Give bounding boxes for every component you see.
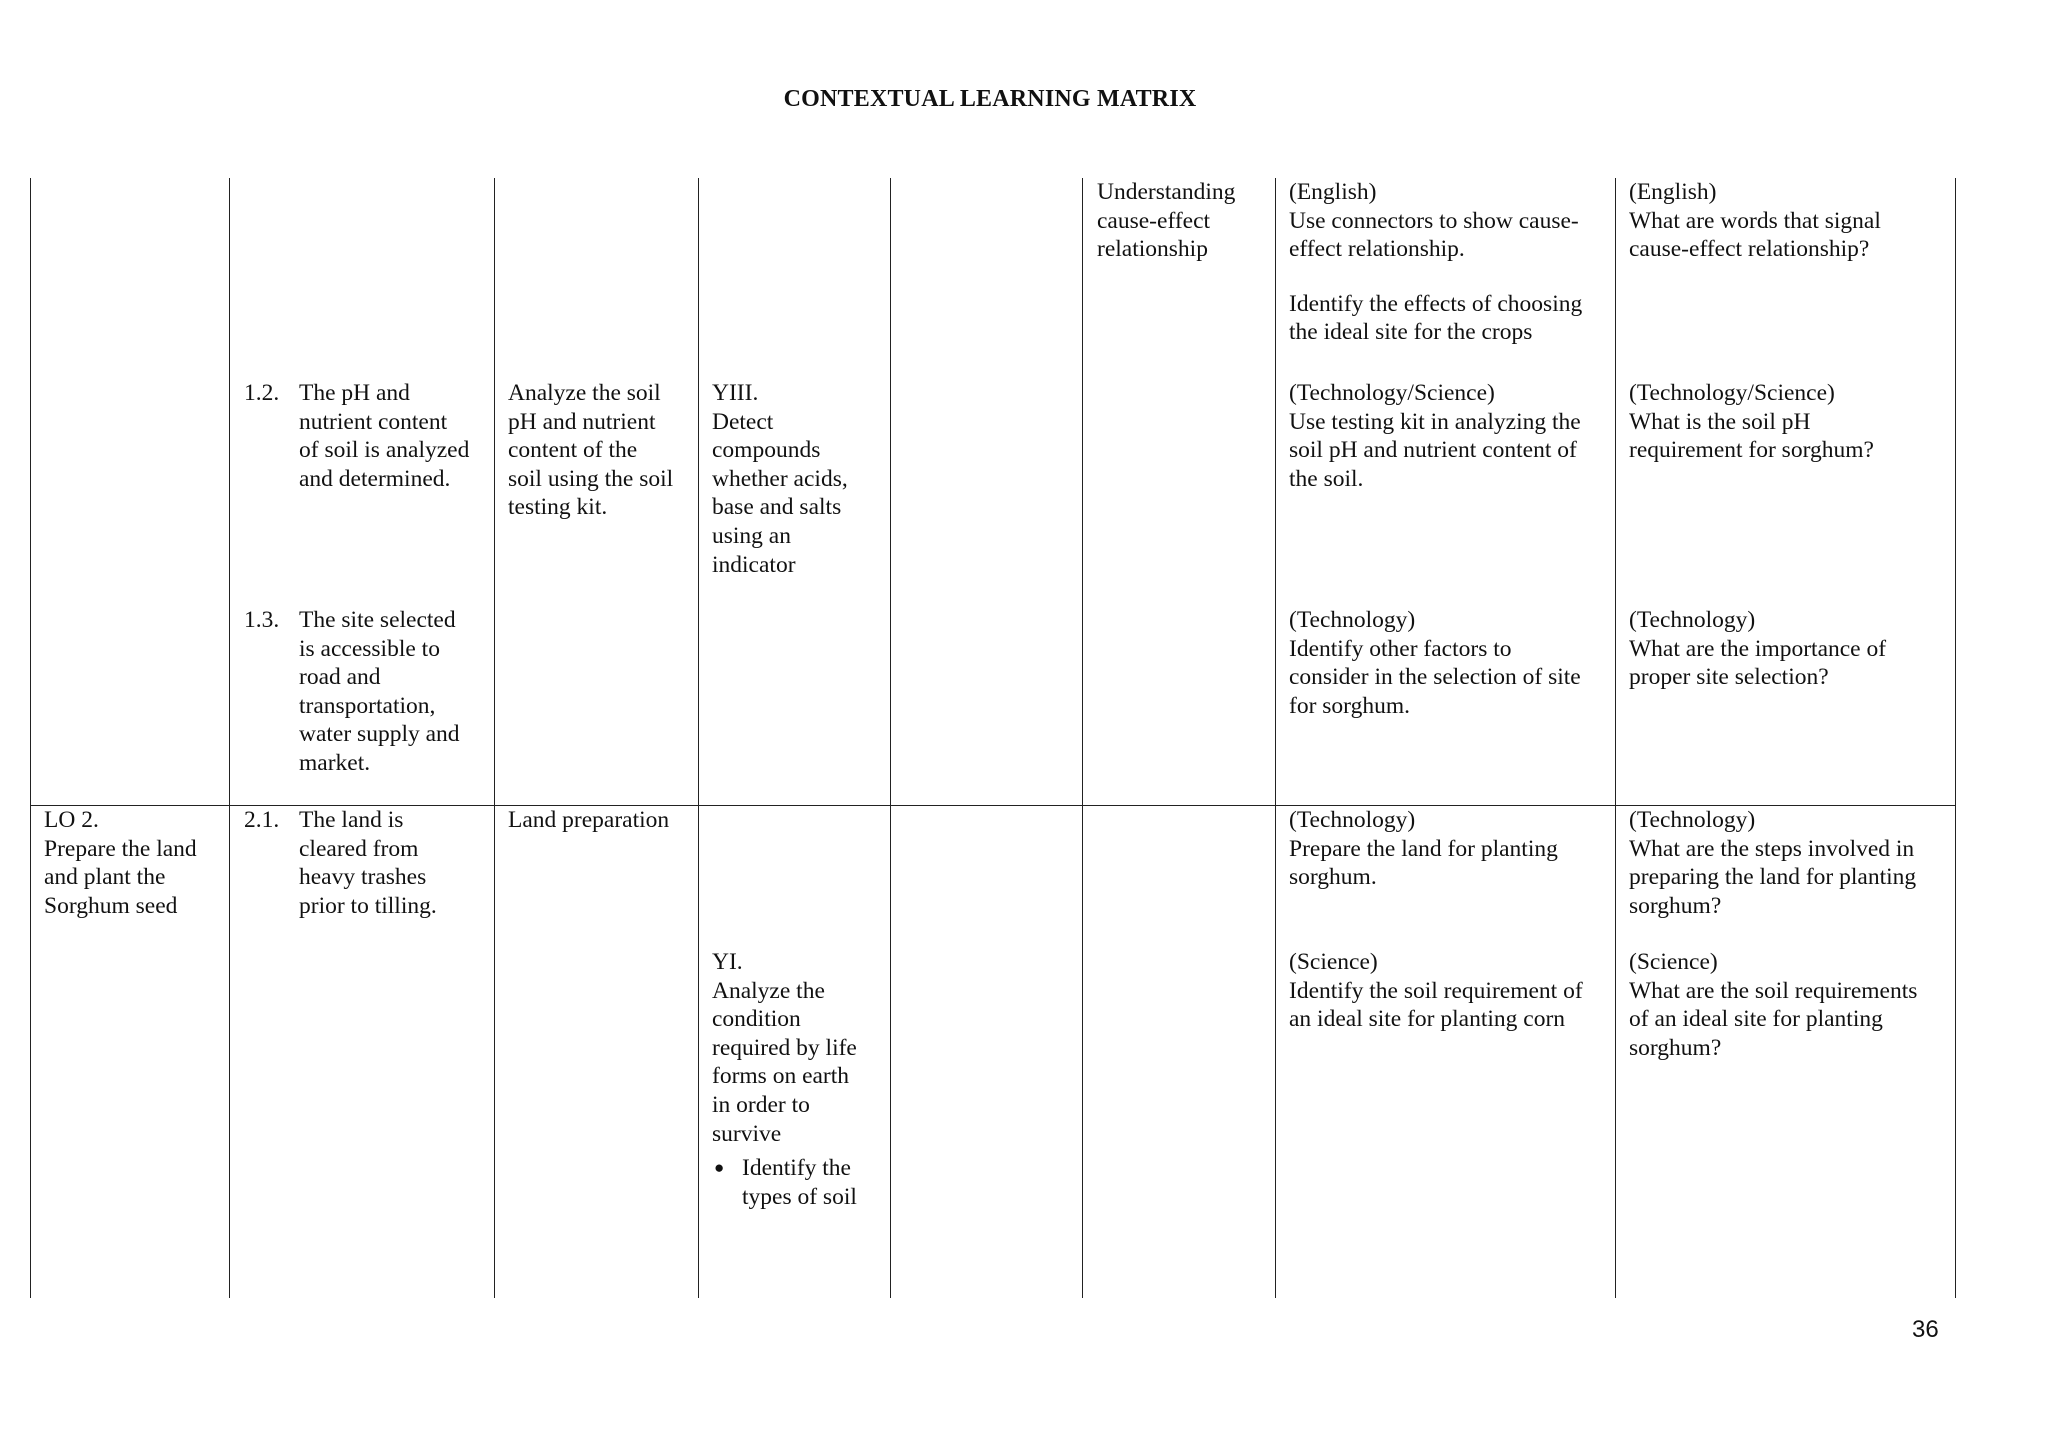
cell-text-line: YIII. bbox=[712, 380, 759, 406]
cell-text-line: proper site selection? bbox=[1629, 664, 1829, 691]
cell-text-line: in order to bbox=[712, 1091, 810, 1118]
column-rule bbox=[698, 178, 699, 1298]
cell-text-line: consider in the selection of site bbox=[1289, 664, 1581, 691]
cell-text-line: soil using the soil bbox=[508, 465, 674, 492]
column-rule bbox=[1082, 178, 1083, 1298]
cell-r4-activity bbox=[1289, 948, 1609, 1034]
criteria-number: 1.2. bbox=[244, 380, 280, 406]
cell-r4-question bbox=[1629, 948, 1949, 1062]
cell-r2-criteria bbox=[244, 606, 488, 778]
column-rule bbox=[30, 178, 31, 1298]
criteria-number: 2.1. bbox=[244, 807, 280, 833]
cell-r3-question bbox=[1629, 806, 1949, 920]
cell-r0-competency bbox=[1097, 178, 1267, 264]
bullet-item bbox=[712, 1154, 887, 1211]
cell-r0-question bbox=[1629, 178, 1949, 264]
column-rule bbox=[1275, 178, 1276, 1298]
cell-text-line: YI. bbox=[712, 949, 743, 975]
cell-text-line: Identify the bbox=[742, 1155, 851, 1182]
cell-text-line: condition bbox=[712, 1006, 801, 1033]
cell-text-line: preparing the land for planting bbox=[1629, 864, 1917, 891]
cell-r3-content bbox=[508, 806, 696, 835]
cell-text-line: sorghum. bbox=[1289, 864, 1377, 891]
cell-r2-question bbox=[1629, 606, 1949, 692]
cell-text-line: Identify other factors to bbox=[1289, 635, 1512, 662]
cell-text-line: Analyze the bbox=[712, 977, 825, 1004]
cell-text-line: an ideal site for planting corn bbox=[1289, 1006, 1566, 1033]
cell-text-line: The site selected bbox=[299, 607, 456, 633]
bullet-icon: ● bbox=[714, 1158, 725, 1178]
page-title: CONTEXTUAL LEARNING MATRIX bbox=[783, 86, 1197, 112]
cell-text-line: (Technology) bbox=[1289, 607, 1416, 633]
cell-text-line: prior to tilling. bbox=[299, 892, 437, 919]
cell-text-line: Identify the soil requirement of bbox=[1289, 977, 1583, 1004]
cell-text-line: cause-effect relationship? bbox=[1629, 236, 1870, 263]
cell-text-line: Prepare the land for planting bbox=[1289, 835, 1558, 862]
cell-text-line: base and salts bbox=[712, 494, 842, 521]
cell-text-line: What are words that signal bbox=[1629, 207, 1881, 234]
cell-r1-question bbox=[1629, 379, 1949, 465]
cell-text-line: Detect bbox=[712, 408, 774, 435]
cell-text-line: testing kit. bbox=[508, 494, 608, 521]
cell-r0-activity bbox=[1289, 178, 1609, 347]
column-rule bbox=[229, 178, 230, 1298]
column-rule bbox=[1615, 178, 1616, 1298]
cell-text-line: nutrient content bbox=[299, 408, 448, 435]
cell-text-line: required by life bbox=[712, 1034, 857, 1061]
cell-text-line: of soil is analyzed bbox=[299, 437, 470, 464]
cell-text-line: and plant the bbox=[44, 864, 166, 891]
column-rule bbox=[890, 178, 891, 1298]
cell-text-line: relationship bbox=[1097, 236, 1208, 263]
cell-text-line: pH and nutrient bbox=[508, 408, 656, 435]
cell-text-line: Prepare the land bbox=[44, 835, 197, 862]
cell-r4-competency bbox=[712, 948, 887, 1211]
cell-r3-criteria bbox=[244, 806, 488, 920]
cell-text-line: What are the soil requirements bbox=[1629, 977, 1918, 1004]
cell-text-line: cause-effect bbox=[1097, 207, 1211, 234]
cell-text-line: water supply and bbox=[299, 721, 460, 748]
cell-text-line: the soil. bbox=[1289, 465, 1364, 492]
cell-r1-content bbox=[508, 379, 696, 522]
cell-text-line: (Technology/Science) bbox=[1289, 380, 1495, 406]
cell-text-line: (Technology) bbox=[1289, 807, 1416, 833]
cell-text-line: (Technology/Science) bbox=[1629, 380, 1835, 406]
cell-text-line: (English) bbox=[1629, 179, 1717, 205]
cell-text-line: compounds bbox=[712, 437, 821, 464]
cell-text-line: Use testing kit in analyzing the bbox=[1289, 408, 1581, 435]
cell-text-line: soil pH and nutrient content of bbox=[1289, 437, 1577, 464]
cell-text-line: is accessible to bbox=[299, 635, 440, 662]
page-number: 36 bbox=[1912, 1316, 1939, 1343]
cell-text-line: market. bbox=[299, 749, 371, 776]
cell-text-line: effect relationship. bbox=[1289, 236, 1465, 263]
cell-text-line: What are the importance of bbox=[1629, 635, 1887, 662]
cell-text-line: LO 2. bbox=[44, 807, 99, 833]
cell-text-line: What are the steps involved in bbox=[1629, 835, 1915, 862]
cell-text-line: Understanding bbox=[1097, 179, 1236, 205]
cell-text-line: The land is bbox=[299, 807, 404, 833]
cell-text-line: Land preparation bbox=[508, 807, 670, 833]
cell-text-line: sorghum? bbox=[1629, 892, 1722, 919]
cell-text-line: forms on earth bbox=[712, 1063, 850, 1090]
cell-text-line: and determined. bbox=[299, 465, 451, 492]
cell-text-line: the ideal site for the crops bbox=[1289, 319, 1533, 346]
cell-text-line: content of the bbox=[508, 437, 638, 464]
column-rule bbox=[494, 178, 495, 1298]
cell-text-line: requirement for sorghum? bbox=[1629, 437, 1874, 464]
cell-text-line: What is the soil pH bbox=[1629, 408, 1811, 435]
column-rule bbox=[1955, 178, 1956, 1298]
cell-text-line: types of soil bbox=[742, 1183, 857, 1210]
cell-text-line: Identify the effects of choosing bbox=[1289, 290, 1583, 317]
cell-text-line: road and bbox=[299, 664, 381, 691]
cell-text-line: Sorghum seed bbox=[44, 892, 178, 919]
cell-text-line: (Technology) bbox=[1629, 807, 1756, 833]
cell-r2-activity bbox=[1289, 606, 1609, 720]
cell-r1-competency bbox=[712, 379, 887, 579]
cell-text-line: Analyze the soil bbox=[508, 380, 661, 406]
cell-text-line: (Science) bbox=[1629, 949, 1718, 975]
cell-text-line: Use connectors to show cause- bbox=[1289, 207, 1579, 234]
criteria-number: 1.3. bbox=[244, 607, 280, 633]
cell-text-line: (English) bbox=[1289, 179, 1377, 205]
cell-text-line: indicator bbox=[712, 551, 796, 578]
cell-r1-criteria bbox=[244, 379, 488, 493]
cell-text-line: cleared from bbox=[299, 835, 419, 862]
cell-r3-outcome bbox=[44, 806, 224, 920]
cell-text-line: using an bbox=[712, 522, 791, 549]
cell-text-line: (Technology) bbox=[1629, 607, 1756, 633]
cell-text-line: sorghum? bbox=[1629, 1034, 1722, 1061]
cell-text-line: survive bbox=[712, 1120, 782, 1147]
cell-r3-activity bbox=[1289, 806, 1609, 892]
cell-text-line: heavy trashes bbox=[299, 864, 427, 891]
cell-text-line: whether acids, bbox=[712, 465, 848, 492]
cell-text-line: for sorghum. bbox=[1289, 692, 1410, 719]
cell-text-line: (Science) bbox=[1289, 949, 1378, 975]
cell-text-line: The pH and bbox=[299, 380, 410, 406]
cell-text-line: transportation, bbox=[299, 692, 436, 719]
cell-text-line: of an ideal site for planting bbox=[1629, 1006, 1883, 1033]
cell-r1-activity bbox=[1289, 379, 1609, 493]
